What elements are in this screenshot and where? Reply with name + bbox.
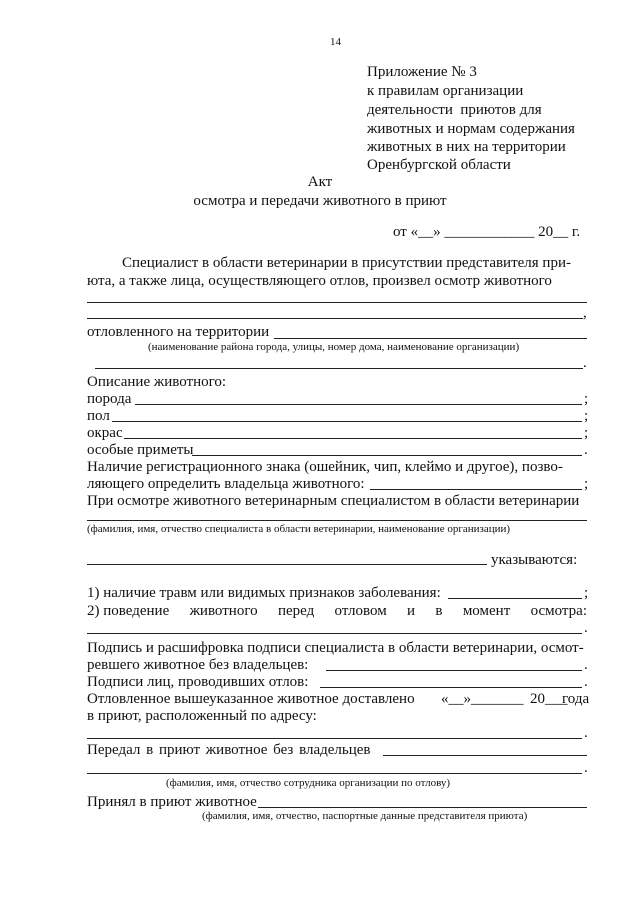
- document-title: Акт: [307, 174, 333, 190]
- animal-blank-line-2[interactable]: [87, 318, 583, 319]
- signature-catchers-field[interactable]: [320, 687, 582, 688]
- handover-caption: (фамилия, имя, отчество сотрудника организации по отлову): [166, 777, 451, 789]
- delivered-address-line[interactable]: [87, 738, 582, 739]
- field-color-end: ;: [584, 425, 589, 441]
- date-month-blank[interactable]: ____________: [444, 224, 535, 240]
- field-breed-label: порода: [87, 391, 132, 407]
- registration-line-1: Наличие регистрационного знака (ошейник, чип, клеймо и другое), позво-: [87, 459, 563, 475]
- delivered-date: [441, 691, 524, 708]
- caught-territory-line-2[interactable]: [95, 368, 583, 369]
- field-sex-label: пол: [87, 408, 110, 424]
- delivered-year-suffix: года: [562, 691, 590, 707]
- signature-vet-end: .: [584, 657, 588, 673]
- accepted-caption: (фамилия, имя, отчество, паспортные данные представителя приюта): [202, 810, 528, 822]
- inspection-caption: (фамилия, имя, отчество специалиста в области ветеринарии, наименование организации): [87, 523, 511, 535]
- delivered-label: Отловленное вышеуказанное животное доставлено: [87, 691, 415, 707]
- item-injuries-line[interactable]: [448, 598, 582, 599]
- date-prefix: от «: [393, 224, 419, 240]
- delivered-date-open: «: [441, 691, 449, 707]
- document-subtitle: осмотра и передачи животного в приют: [193, 193, 447, 209]
- handover-end: .: [584, 760, 588, 776]
- item-injuries-end: ;: [584, 585, 589, 601]
- inspection-specialist-line[interactable]: [87, 520, 587, 521]
- appendix-line-2: к правилам организации: [367, 83, 524, 99]
- registration-line-2: ляющего определить владельца животного:: [87, 476, 365, 492]
- handover-field-2[interactable]: [87, 773, 582, 774]
- appendix-line-1: Приложение № 3: [367, 64, 477, 80]
- field-sex-line[interactable]: [112, 421, 582, 422]
- date-day-blank[interactable]: __: [418, 224, 434, 240]
- item-behavior-word: момент: [462, 603, 511, 619]
- caught-period-mark: .: [583, 355, 587, 371]
- item-behavior-word: и: [407, 603, 416, 619]
- delivered-year-prefix: 20: [530, 691, 545, 707]
- delivered-year-blank[interactable]: ___: [545, 691, 568, 707]
- signature-vet-line-2: ревшего животное без владельцев:: [87, 657, 309, 673]
- signature-catchers-end: .: [584, 674, 588, 690]
- appendix-line-6: Оренбургской области: [367, 157, 511, 173]
- date-suffix: г.: [568, 224, 581, 240]
- item-behavior-word: перед: [277, 603, 315, 619]
- field-breed-line[interactable]: [135, 404, 582, 405]
- appendix-line-4: животных и нормам содержания: [367, 121, 575, 137]
- date-year-blank[interactable]: __: [553, 224, 569, 240]
- signature-catchers-label: Подписи лиц, проводивших отлов:: [87, 674, 309, 690]
- animal-blank-line-1[interactable]: [87, 302, 587, 303]
- registration-end: ;: [584, 476, 589, 492]
- inspection-specialist-line-2[interactable]: [87, 564, 487, 565]
- item-behavior-word: отловом: [334, 603, 387, 619]
- signature-vet-line-1: Подпись и расшифровка подписи специалиста в области ветеринарии, осмот-: [87, 640, 584, 656]
- field-color-label: окрас: [87, 425, 123, 441]
- caught-territory-label: отловленного на территории: [87, 324, 270, 340]
- field-breed-end: ;: [584, 391, 589, 407]
- delivered-date-mid: »: [463, 691, 471, 707]
- accepted-label: Принял в приют животное: [87, 794, 257, 810]
- caught-territory-caption: (наименование района города, улицы, номер дома, наименование организации): [148, 341, 520, 353]
- description-heading: Описание животного:: [87, 374, 227, 390]
- field-marks-line[interactable]: [192, 455, 582, 456]
- delivered-line-2: в приют, расположенный по адресу:: [87, 708, 317, 724]
- registration-answer-line[interactable]: [370, 489, 582, 490]
- item-behavior-word: осмотра:: [530, 603, 587, 619]
- date-year: 20: [534, 224, 554, 240]
- accepted-field[interactable]: [258, 807, 587, 808]
- comma-mark: ,: [583, 305, 587, 321]
- date-mid: »: [433, 224, 445, 240]
- appendix-line-3: деятельности приютов для: [367, 102, 542, 118]
- intro-line-1: Специалист в области ветеринарии в присутствии представителя при-: [122, 255, 571, 271]
- item-behavior-line[interactable]: [87, 633, 582, 634]
- field-marks-end: .: [584, 442, 588, 458]
- item-behavior-word: в: [435, 603, 443, 619]
- field-sex-end: ;: [584, 408, 589, 424]
- intro-line-2: юта, а также лица, осуществляющего отлов, произвел осмотр животного: [87, 273, 552, 289]
- appendix-line-5: животных в них на территории: [367, 139, 566, 155]
- inspection-line-1: При осмотре животного ветеринарным специалистом в области ветеринарии: [87, 493, 580, 509]
- date-line: [393, 224, 580, 241]
- caught-territory-line[interactable]: [274, 338, 587, 339]
- delivered-day-blank[interactable]: __: [448, 691, 464, 707]
- handover-label: Передал в приют животное без владельцев: [87, 742, 371, 758]
- item-behavior-end: .: [584, 620, 588, 636]
- inspection-indicated: указываются:: [491, 552, 578, 568]
- item-behavior-word: животного: [189, 603, 258, 619]
- handover-field[interactable]: [383, 755, 587, 756]
- signature-vet-field[interactable]: [326, 670, 582, 671]
- delivered-month-blank[interactable]: _______: [471, 691, 524, 707]
- field-marks-label: особые приметы: [87, 442, 194, 458]
- page-number: 14: [330, 36, 341, 48]
- delivered-address-end: .: [584, 725, 588, 741]
- item-behavior-label: [87, 603, 587, 620]
- item-injuries-label: 1) наличие травм или видимых признаков заболевания:: [87, 585, 441, 601]
- item-behavior-word: 2) поведение: [87, 603, 170, 619]
- field-color-line[interactable]: [124, 438, 582, 439]
